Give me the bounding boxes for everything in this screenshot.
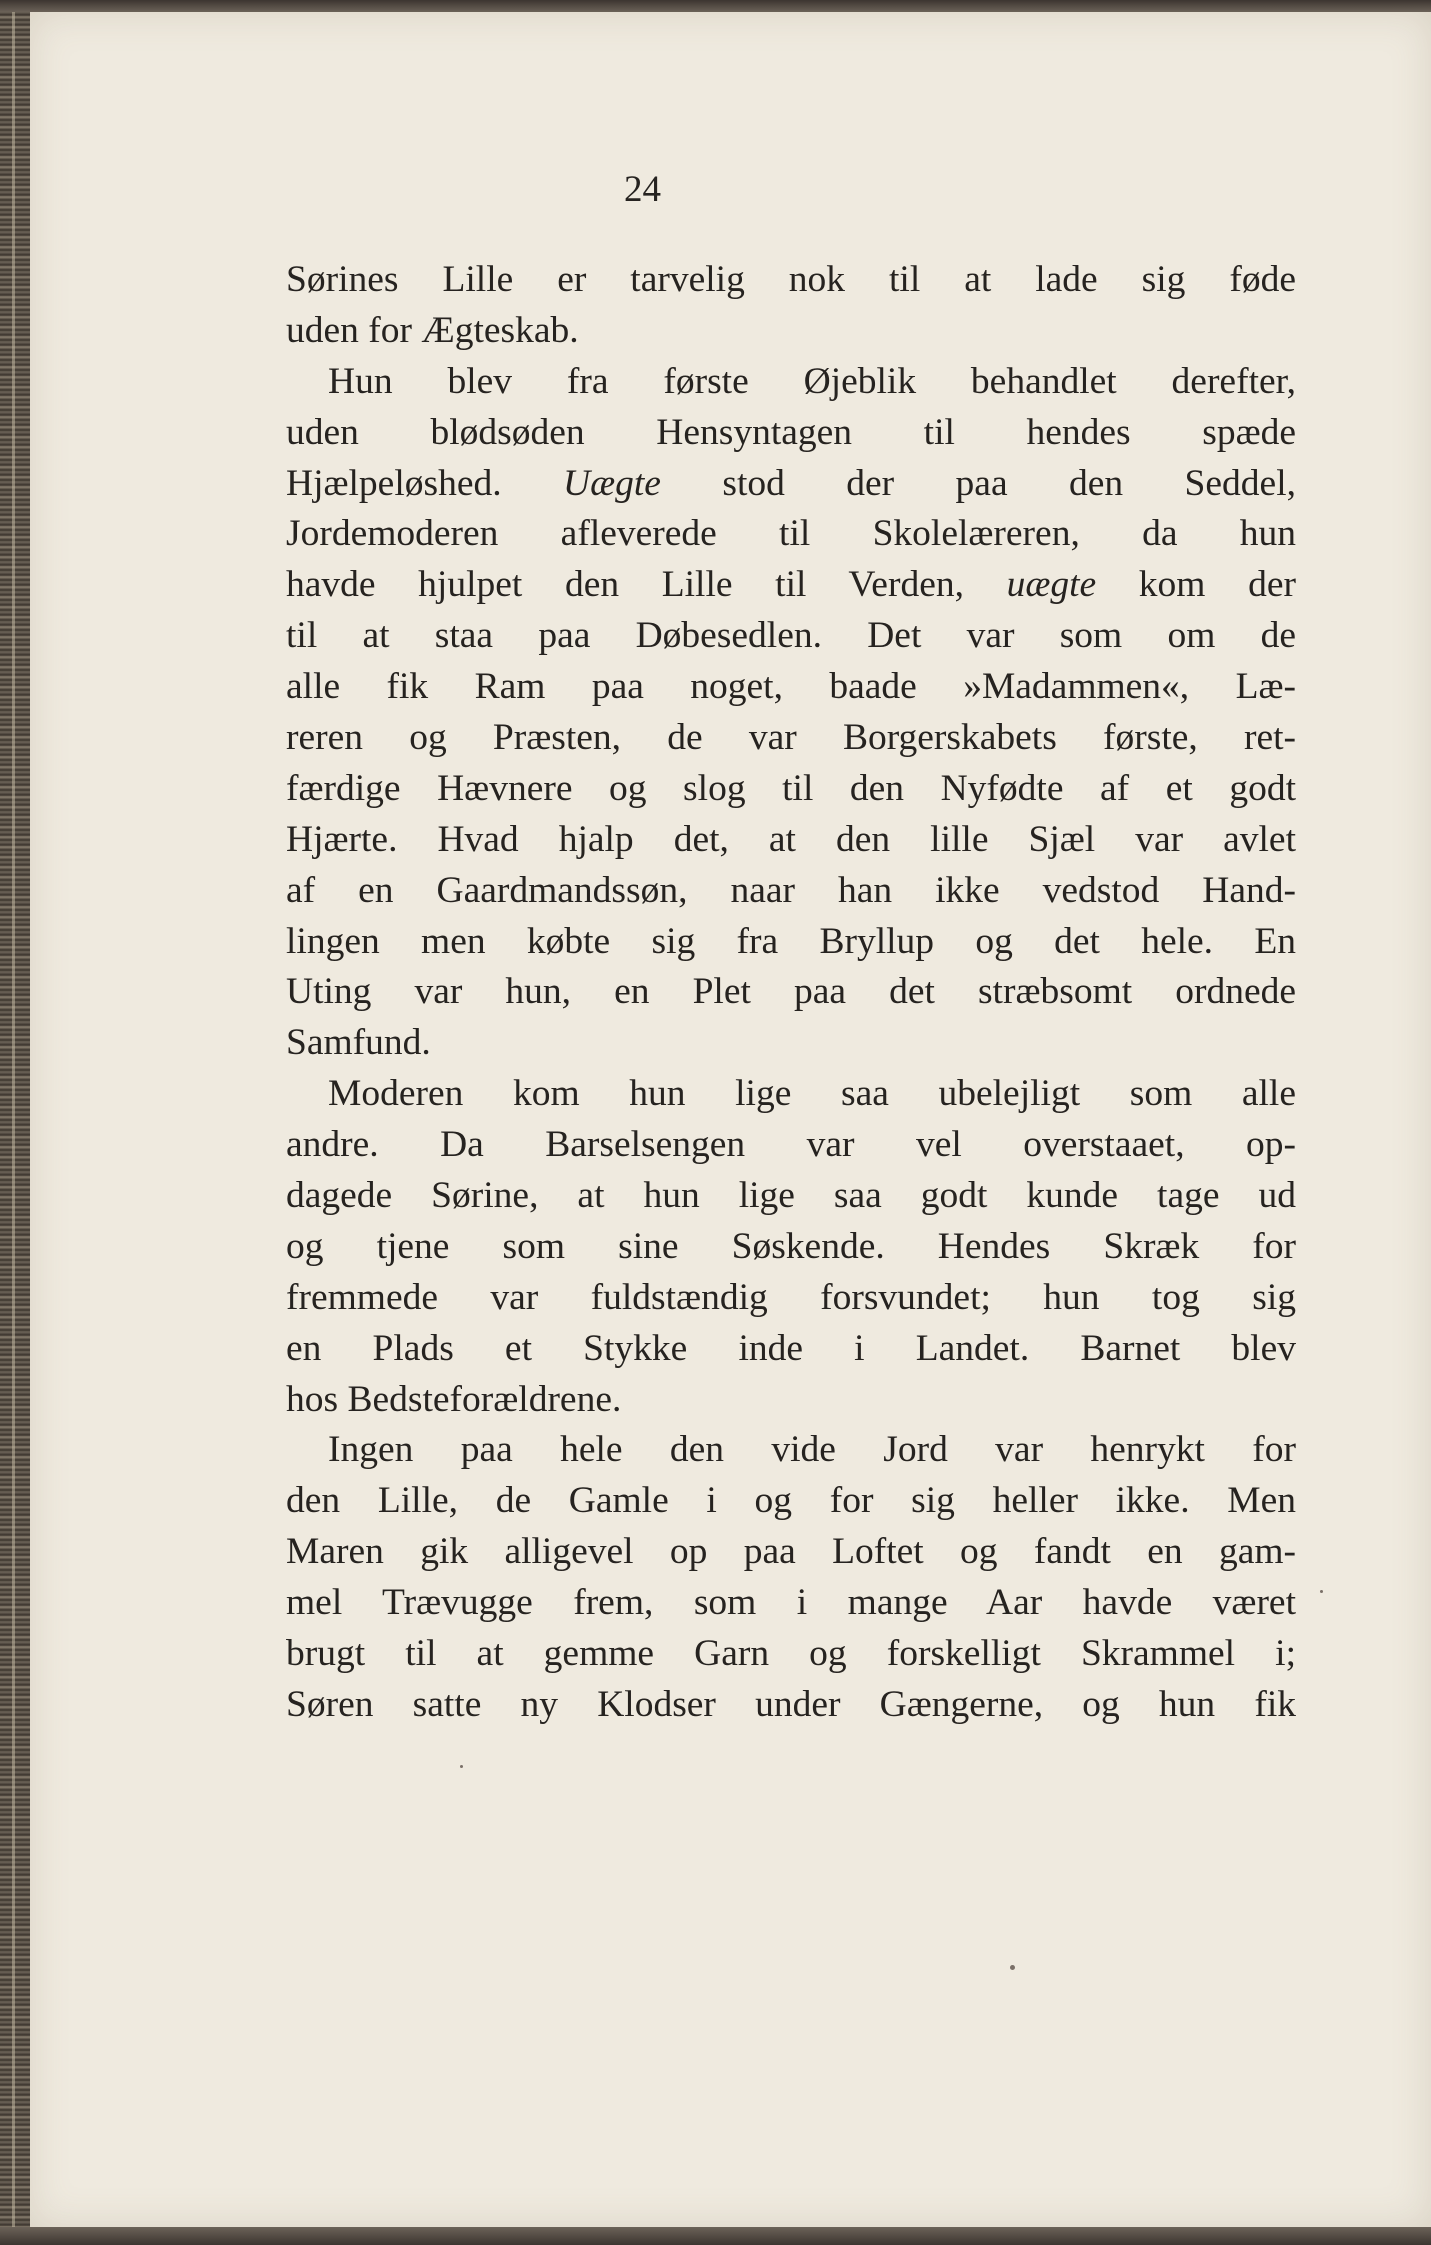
paper-speck	[1320, 1590, 1323, 1593]
text-line: lingen men købte sig fra Bryllup og det hele. En	[286, 920, 1296, 962]
bottom-page-edge	[0, 2227, 1431, 2245]
text-line: Jordemoderen afleverede til Skolelæreren, da hun	[286, 513, 1296, 555]
text-line: reren og Præsten, de var Borgerskabets første, ret-	[286, 717, 1296, 759]
italic-word: Uægte	[563, 462, 661, 504]
text-line: Samfund.	[286, 1022, 431, 1064]
text-line: andre. Da Barselsengen var vel overstaaet, op-	[286, 1124, 1296, 1166]
top-page-edge	[0, 0, 1431, 12]
binding-stitch-line	[12, 0, 15, 2245]
text-line: uden blødsøden Hensyntagen til hendes spæde	[286, 411, 1296, 453]
text-line: hos Bedsteforældrene.	[286, 1378, 622, 1420]
text-line: færdige Hævnere og slog til den Nyfødte af et godt	[286, 767, 1296, 809]
text-line: alle fik Ram paa noget, baade »Madammen«, Læ-	[286, 666, 1296, 708]
text-line	[286, 560, 1296, 611]
text-line: uden for Ægteskab.	[286, 309, 579, 351]
text-line: Ingen paa hele den vide Jord var henrykt for	[328, 1429, 1296, 1471]
text-line: af en Gaardmandssøn, naar han ikke vedstod Hand-	[286, 869, 1296, 911]
text-segment: kom der	[1096, 564, 1296, 606]
text-line: fremmede var fuldstændig forsvundet; hun tog sig	[286, 1276, 1296, 1318]
book-binding-gutter	[0, 0, 30, 2245]
text-line: og tjene som sine Søskende. Hendes Skræk for	[286, 1225, 1296, 1267]
text-line: Moderen kom hun lige saa ubelejligt som alle	[328, 1073, 1296, 1115]
text-line: en Plads et Stykke inde i Landet. Barnet blev	[286, 1327, 1296, 1369]
text-segment: stod der paa den Seddel,	[660, 462, 1296, 504]
text-line: Hjærte. Hvad hjalp det, at den lille Sjæl var avlet	[286, 818, 1296, 860]
italic-word: uægte	[1006, 564, 1097, 606]
text-segment: Hjælpeløshed.	[286, 462, 564, 504]
text-line: mel Trævugge frem, som i mange Aar havde været	[286, 1582, 1296, 1624]
body-text	[286, 255, 1296, 1731]
text-line: til at staa paa Døbesedlen. Det var som om de	[286, 615, 1296, 657]
text-line: Hun blev fra første Øjeblik behandlet derefter,	[328, 360, 1296, 402]
text-line	[286, 459, 1296, 510]
text-line: Søren satte ny Klodser under Gængerne, og hun fik	[286, 1683, 1296, 1725]
text-line: den Lille, de Gamle i og for sig heller ikke. Men	[286, 1480, 1296, 1522]
text-line: Sørines Lille er tarvelig nok til at lade sig føde	[286, 259, 1296, 300]
paper-speck	[460, 1765, 463, 1768]
page-number: 24	[624, 169, 661, 210]
text-line: Maren gik alligevel op paa Loftet og fandt en gam-	[286, 1531, 1296, 1573]
text-line: dagede Sørine, at hun lige saa godt kunde tage ud	[286, 1175, 1296, 1217]
paper-speck	[1010, 1965, 1015, 1970]
text-line: Uting var hun, en Plet paa det stræbsomt ordnede	[286, 971, 1296, 1013]
text-line: brugt til at gemme Garn og forskelligt Skrammel i;	[286, 1633, 1296, 1675]
text-segment: havde hjulpet den Lille til Verden,	[286, 564, 1007, 606]
